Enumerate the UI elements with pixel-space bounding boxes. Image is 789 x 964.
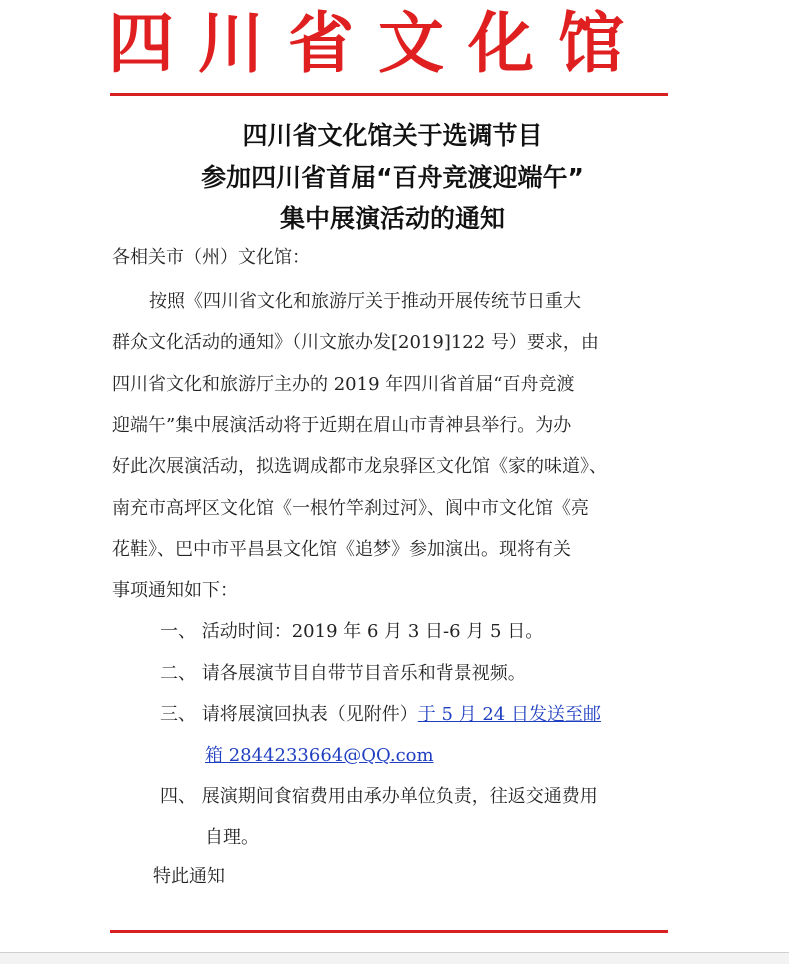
- scan-edge: [0, 952, 789, 964]
- item-four: 四、 展演期间食宿费用由承办单位负责，往返交通费用: [160, 786, 598, 807]
- salutation: 各相关市（州）文化馆：: [112, 247, 310, 268]
- item-four-continued: 自理。: [205, 827, 259, 848]
- item-three-continued: [205, 741, 434, 767]
- body-line-2: 群众文化活动的通知》（川文旅办发[2019]122 号）要求，由: [112, 332, 599, 353]
- body-line-4: 迎端午”集中展演活动将于近期在眉山市青神县举行。为办: [112, 415, 572, 436]
- body-line-1: 按照《四川省文化和旅游厅关于推动开展传统节日重大: [149, 291, 581, 312]
- notice-title-line-3: 集中展演活动的通知: [279, 204, 505, 233]
- item-three: [160, 700, 601, 726]
- item-one: 一、 活动时间：2019 年 6 月 3 日-6 月 5 日。: [160, 621, 544, 642]
- body-line-7: 花鞋》、巴中市平昌县文化馆《追梦》参加演出。现将有关: [112, 539, 571, 560]
- closing-text: 特此通知: [153, 866, 225, 887]
- body-line-6: 南充市高坪区文化馆《一根竹竿刹过河》、阆中市文化馆《亮: [112, 498, 589, 519]
- letterhead-title: 四川省文化馆: [108, 4, 648, 82]
- letterhead-top-rule: [110, 93, 668, 96]
- email-link-part-2[interactable]: 箱 2844233664@QQ.com: [205, 745, 434, 766]
- item-two: 二、 请各展演节目自带节目音乐和背景视频。: [160, 663, 526, 684]
- item-three-text: 三、 请将展演回执表（见附件）: [160, 704, 418, 725]
- body-line-3: 四川省文化和旅游厅主办的 2019 年四川省首届“百舟竞渡: [112, 374, 575, 395]
- body-line-8: 事项通知如下：: [112, 580, 238, 601]
- notice-title-line-1: 四川省文化馆关于选调节目: [242, 121, 543, 150]
- footer-rule: [110, 930, 668, 933]
- notice-title-line-2: 参加四川省首届“百舟竞渡迎端午”: [201, 163, 584, 192]
- body-line-5: 好此次展演活动，拟选调成都市龙泉驿区文化馆《家的味道》、: [112, 456, 607, 477]
- email-link-part-1[interactable]: 于 5 月 24 日发送至邮: [417, 704, 601, 725]
